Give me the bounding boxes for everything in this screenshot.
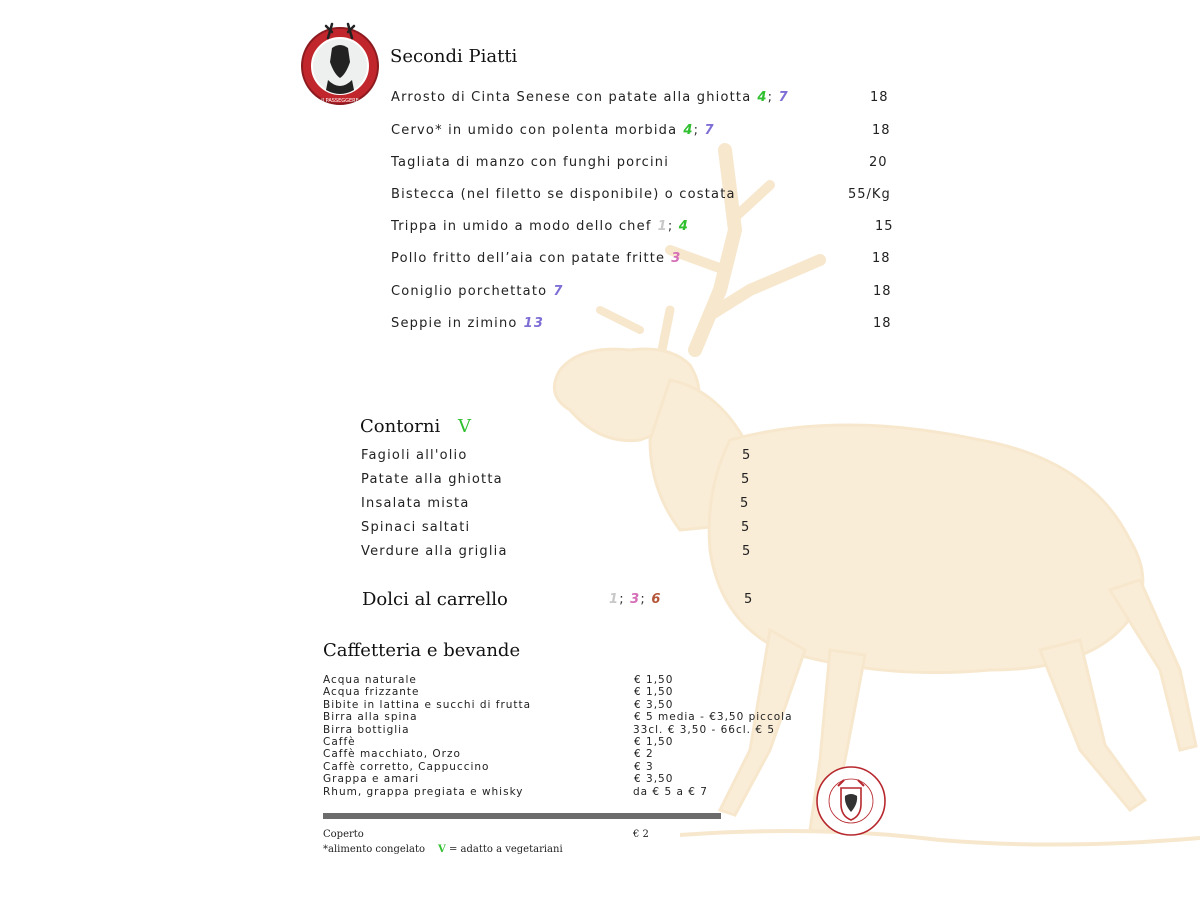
menu-item: Patate alla ghiotta	[361, 472, 503, 487]
allergen-codes	[757, 90, 788, 105]
allergen-code: 7	[778, 90, 789, 105]
tradition-seal	[814, 764, 888, 838]
item-price: 5	[742, 448, 752, 463]
divider-bar	[323, 813, 721, 819]
beverage-price: € 1,50	[634, 674, 674, 686]
item-price: 18	[870, 90, 889, 105]
allergen-code: 7	[553, 284, 564, 299]
vegetarian-note-text: = adatto a vegetariani	[448, 844, 563, 855]
item-price: 20	[869, 155, 888, 170]
beverage-price: € 1,50	[634, 736, 674, 748]
beverage-price: € 3	[634, 760, 654, 773]
coperto-price: € 2	[633, 829, 649, 840]
beverage-price: € 2	[634, 748, 654, 761]
item-name: Cervo* in umido con polenta morbida	[391, 123, 678, 138]
beverage-name: Rhum, grappa pregiata e whisky	[323, 785, 524, 798]
beverage-price: da € 5 a € 7	[633, 785, 708, 798]
beverage-name: Acqua naturale	[323, 674, 417, 686]
item-price: 18	[872, 251, 891, 266]
allergen-separator: ;	[640, 592, 652, 607]
allergen-code: 1	[609, 592, 620, 607]
item-price: 18	[873, 284, 892, 299]
beverage-name: Acqua frizzante	[323, 686, 420, 699]
item-price: 55/Kg	[848, 187, 891, 202]
item-name: Tagliata di manzo con funghi porcini	[391, 155, 670, 170]
allergen-code: 4	[678, 219, 690, 234]
menu-item	[391, 316, 544, 331]
dolci-allergens	[603, 592, 662, 607]
contorni-title-text: Contorni	[360, 416, 441, 437]
beverage-name: Birra alla spina	[323, 711, 418, 724]
allergen-code: 4	[683, 123, 694, 138]
item-name: Pollo fritto dell’aia con patate fritte	[391, 251, 666, 266]
item-price: 5	[741, 520, 751, 535]
allergen-separator: ;	[619, 592, 631, 607]
dolci-price: 5	[744, 592, 754, 607]
menu-item	[391, 155, 669, 170]
allergen-codes	[609, 592, 662, 607]
allergen-code: 6	[651, 592, 662, 607]
beverage-price: € 3,50	[634, 698, 674, 711]
section-title-bevande: Caffetteria e bevande	[323, 640, 521, 661]
item-price: 5	[741, 472, 751, 487]
menu-item	[391, 219, 689, 234]
allergen-codes	[524, 316, 545, 331]
beverage-name: Birra bottiglia	[323, 723, 410, 736]
vegetarian-note	[438, 844, 563, 855]
item-name: Seppie in zimino	[391, 316, 518, 331]
allergen-code: 7	[704, 123, 715, 138]
beverage-name: Caffè macchiato, Orzo	[323, 748, 461, 761]
beverage-price: € 5 media - €3,50 piccola	[634, 711, 793, 724]
item-price: 5	[740, 496, 750, 511]
restaurant-logo	[298, 18, 382, 108]
item-price: 5	[742, 544, 752, 559]
item-name: Coniglio porchettato	[391, 284, 548, 299]
section-title-dolci: Dolci al carrello	[362, 589, 508, 610]
allergen-codes	[683, 123, 714, 138]
menu-item: Spinaci saltati	[361, 520, 471, 535]
menu-item	[391, 284, 564, 299]
menu-item: Insalata mista	[361, 496, 470, 511]
beverage-price: € 3,50	[634, 773, 674, 786]
frozen-note: *alimento congelato	[323, 844, 425, 855]
allergen-code: 4	[757, 90, 768, 105]
beverage-price: € 1,50	[634, 686, 674, 699]
allergen-code: 1	[657, 219, 668, 234]
allergen-code: 3	[671, 251, 682, 266]
menu-item	[391, 123, 715, 138]
allergen-separator: ;	[667, 219, 679, 234]
beverage-name: Bibite in lattina e succhi di frutta	[323, 698, 532, 711]
coperto-label: Coperto	[323, 829, 364, 840]
allergen-codes	[658, 219, 689, 234]
menu-item	[391, 251, 682, 266]
beverage-name: Grappa e amari	[323, 773, 420, 786]
item-price: 18	[873, 316, 892, 331]
menu-item: Verdure alla griglia	[361, 544, 508, 559]
item-price: 15	[875, 219, 894, 234]
menu-item	[391, 187, 736, 202]
section-title-contorni	[360, 416, 471, 437]
menu-item	[391, 90, 789, 105]
allergen-codes	[553, 284, 563, 299]
vegetarian-badge: V	[457, 416, 471, 437]
allergen-codes	[671, 251, 681, 266]
section-title-secondi: Secondi Piatti	[390, 46, 518, 67]
logo-ring-text: Il PASSEGGERE	[321, 98, 359, 104]
item-name: Bistecca (nel filetto se disponibile) o costata	[391, 187, 736, 202]
allergen-code: 13	[523, 316, 545, 331]
beverage-price: 33cl. € 3,50 - 66cl. € 5	[633, 723, 776, 736]
item-name: Trippa in umido a modo dello chef	[391, 219, 652, 234]
item-price: 18	[872, 123, 891, 138]
beverage-name: Caffè corretto, Cappuccino	[323, 760, 490, 773]
allergen-code: 3	[630, 592, 641, 607]
vegetarian-note-badge: V	[438, 844, 446, 855]
allergen-separator: ;	[693, 123, 705, 138]
allergen-separator: ;	[767, 90, 779, 105]
menu-item: Fagioli all'olio	[361, 448, 468, 463]
item-name: Arrosto di Cinta Senese con patate alla ghiotta	[391, 90, 752, 105]
beverage-name: Caffè	[323, 736, 356, 748]
